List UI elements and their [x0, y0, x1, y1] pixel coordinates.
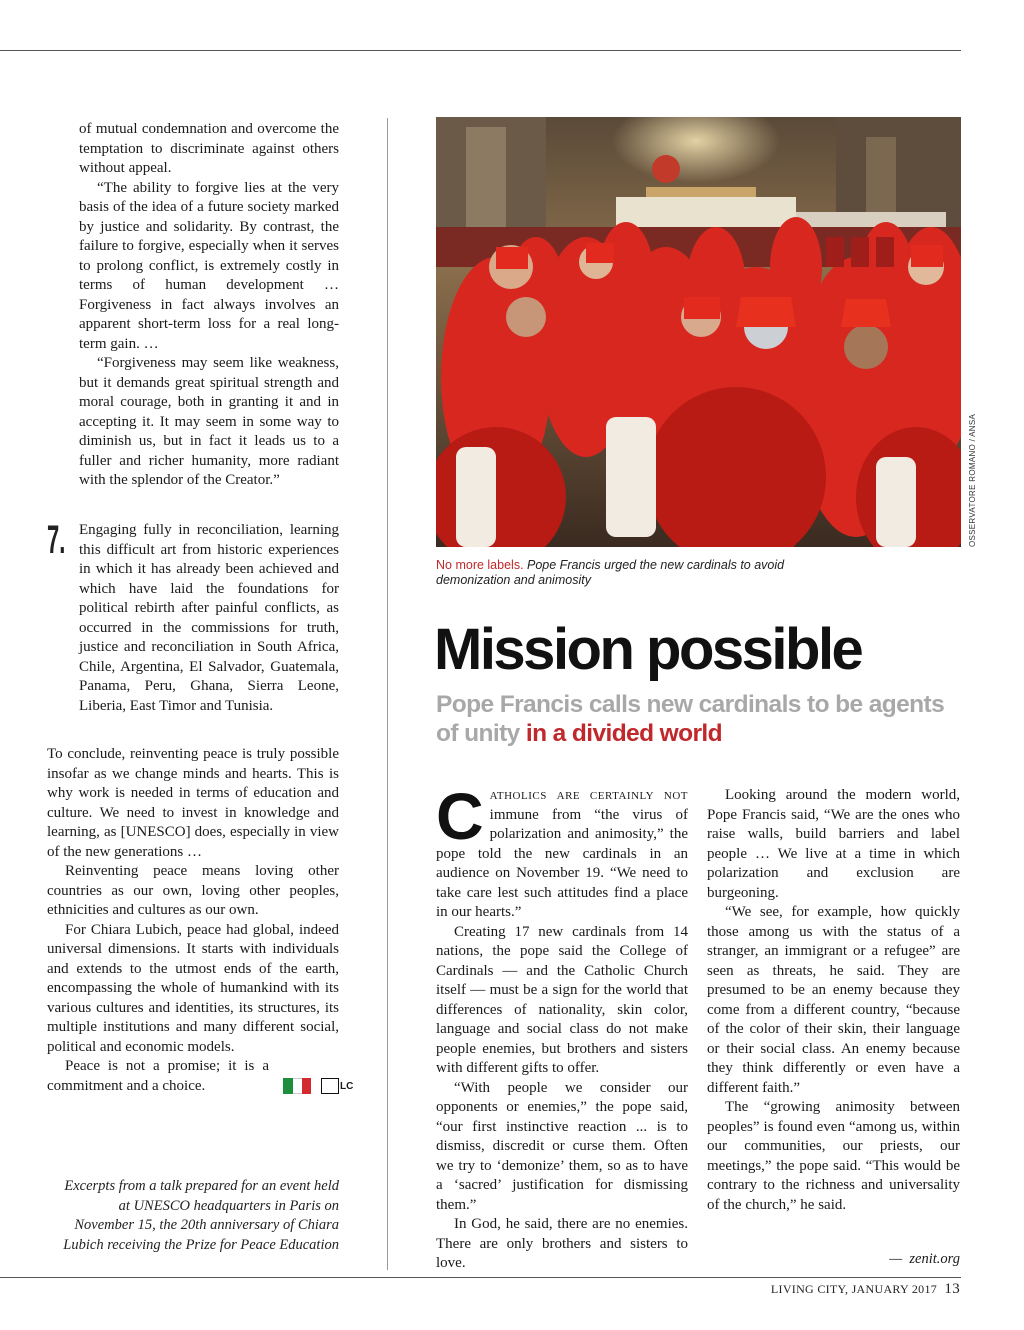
- subhead-red: in a divided world: [525, 720, 722, 747]
- top-rule: [0, 50, 961, 51]
- photo-caption: [436, 558, 816, 588]
- flag-stripe: [302, 1078, 311, 1094]
- source-dash: —: [889, 1251, 903, 1267]
- left-column-continuation: [79, 120, 339, 491]
- lead-paragraph: [436, 779, 688, 923]
- article-column-2: [707, 786, 960, 1215]
- bottom-rule: [0, 1277, 961, 1278]
- flag-stripe: [283, 1078, 292, 1094]
- paragraph: Looking around the modern world, Pope Francis said, “We are the ones who raise walls, build barriers and label people … We live at a time in which polarization and exclusion are burgeoning.: [707, 787, 960, 901]
- paragraph: The “growing animosity between peoples” is found even “among us, within our communities, our priests, our meetings,” the pope said. “This would be contrary to the richness and universality of the church,” he said.: [707, 1099, 960, 1213]
- paragraph: Reinventing peace means loving other countries as our own, loving other peoples, ethnicities and cultures as our own.: [47, 863, 339, 918]
- flag-stripe: [293, 1078, 302, 1094]
- page-footer: [771, 1281, 960, 1298]
- paragraph: “We see, for example, how quickly those among us with the status of a stranger, an immigrant or a refugee” are seen as threats, he said. They are presumed to be an enemy because they come from a different country, “because of the color of their skin, their language or their social class. An enemy because they think differently or even have a different faith.”: [707, 904, 960, 1096]
- subhead-gray: Pope Francis calls new cardinals to be agents of unity: [436, 691, 945, 747]
- paragraph: To conclude, reinventing peace is truly possible insofar as we change minds and hearts. This is why work is needed in terms of education and culture. We need to invest in knowledge and learning, as [UNESCO] does, especially in view of the new generations …: [47, 746, 339, 860]
- paragraph: For Chiara Lubich, peace had global, indeed universal dimensions. It starts with individuals and extends to the utmost ends of the earth, encompassing the whole of humankind with its various cultures and identities, its structures, its multiple institutions and many different social, political and economic models.: [47, 921, 339, 1055]
- point-text: Engaging fully in reconciliation, learning this difficult art from historic experiences in which it has already been achieved and which have laid the foundations for political rebirth after painful conflicts, as occurred in the commissions for truth, justice and reconciliation in South Africa, Chile, Argentina, El Salvador, Guatemala, Panama, Peru, Ghana, Sierra Leone, Liberia, East Timor and Tunisia.: [79, 522, 339, 714]
- lc-end-badge: LC: [321, 1078, 339, 1094]
- column-divider: [387, 118, 388, 1270]
- article-headline: Mission possible: [434, 617, 862, 682]
- conclusion-block: [47, 745, 354, 1096]
- cardinals-photo: [436, 117, 961, 547]
- source-note: Excerpts from a talk prepared for an event held at UNESCO headquarters in Paris on November 15, the 20th anniversary of Chiara Lubich receiving the Prize for Peace Education: [63, 1178, 339, 1253]
- paragraph: Creating 17 new cardinals from 14 nations, the pope said the College of Cardinals — and the Catholic Church itself — must be a sign for the world that differences of nationality, skin color, language and social class do not make people enemies, but brothers and sisters with different gifts to offer.: [436, 923, 688, 1076]
- page-number: 13: [944, 1281, 960, 1297]
- caption-body: Pope Francis urged the new cardinals to avoid demonization and animosity: [436, 558, 785, 587]
- end-marks: [265, 1077, 354, 1097]
- article-column-1: [436, 779, 688, 1274]
- paragraph: In God, he said, there are no enemies. There are only brothers and sisters to love.: [436, 1216, 688, 1271]
- lead-rest: immune from “the virus of polarization and animosity,” the pope told the new cardinals in an audience on November 19. “We need to take care lest such attitudes find a place in our hearts.”: [436, 806, 688, 920]
- source-name: zenit.org: [909, 1251, 960, 1267]
- article-source: [707, 1251, 960, 1268]
- article-subhead: [436, 690, 961, 748]
- closing-text: Peace is not a promise; it is a commitment and a choice.: [47, 1058, 269, 1094]
- paragraph: “With people we consider our opponents or enemies,” the pope said, “our first instinctive reaction ... is to dismiss, discredit or curse them. Often we try to ‘demonize’ them, so as to have a ‘sacred’ justification for dismissing them.”: [436, 1079, 688, 1213]
- lead-smallcaps: atholics are certainly not: [489, 787, 688, 803]
- photo-credit: OSSERVATORE ROMANO / ANSA: [968, 413, 977, 547]
- paragraph: “The ability to forgive lies at the very basis of the idea of a future society marked by justice and solidarity. By contrast, the failure to forgive, especially when it serves to prolong conflict, is extremely costly in terms of human development … Forgiveness in fact always involves an apparent short-term loss for a real long-term gain. …: [79, 179, 339, 352]
- paragraph: of mutual condemnation and overcome the temptation to discriminate against others without appeal.: [79, 121, 339, 176]
- point-7-block: [79, 521, 339, 716]
- caption-lead: No more labels.: [436, 558, 524, 572]
- paragraph: “Forgiveness may seem like weakness, but it demands great spiritual strength and moral courage, both in granting it and in accepting it. It may seem in some way to diminish us, but in fact it leads us to a fuller and richer humanity, more radiant with the splendor of the Creator.”: [79, 355, 339, 488]
- point-number: 7.: [47, 518, 66, 562]
- closing-paragraph: [47, 1057, 354, 1096]
- drop-cap: C: [436, 779, 484, 853]
- italy-flag-icon: [283, 1078, 311, 1094]
- publication-name: LIVING CITY, JANUARY 2017: [770, 1282, 938, 1296]
